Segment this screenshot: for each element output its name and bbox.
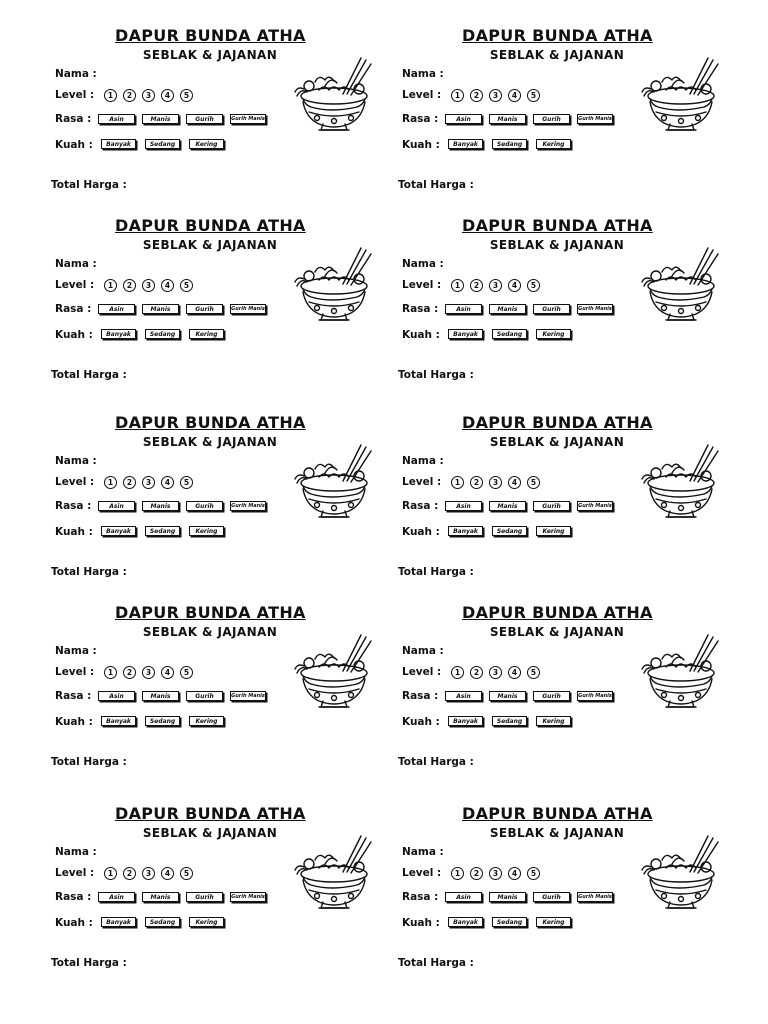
rasa-option[interactable]: Manis	[489, 304, 526, 314]
rasa-option[interactable]: Gurih Manis	[578, 693, 612, 699]
rasa-option[interactable]: Gurih	[533, 892, 570, 902]
kuah-option[interactable]: Kering	[189, 329, 224, 339]
rasa-options	[445, 501, 613, 511]
kuah-option[interactable]: Kering	[189, 917, 224, 927]
level-option[interactable]: 1	[451, 666, 464, 679]
kuah-option[interactable]: Banyak	[448, 917, 483, 927]
kuah-option[interactable]: Sedang	[145, 526, 180, 536]
nama-label: Nama :	[55, 68, 97, 80]
rasa-option[interactable]: Gurih	[186, 892, 223, 902]
total-harga-label: Total Harga :	[398, 566, 474, 578]
noodle-bowl-icon	[640, 246, 722, 328]
rasa-option[interactable]: Manis	[489, 691, 526, 701]
noodle-bowl-icon	[640, 56, 722, 138]
kuah-option[interactable]: Kering	[189, 526, 224, 536]
level-option[interactable]: 4	[161, 867, 174, 880]
kuah-label: Kuah :	[55, 329, 93, 341]
total-harga-label: Total Harga :	[398, 179, 474, 191]
level-option[interactable]: 1	[104, 89, 117, 102]
rasa-option[interactable]: Gurih Manis	[231, 116, 265, 122]
rasa-option[interactable]: Gurih Manis	[231, 894, 265, 900]
rasa-label: Rasa :	[402, 303, 439, 315]
rasa-option[interactable]: Gurih Manis	[578, 306, 612, 312]
level-label: Level :	[402, 89, 442, 101]
rasa-option[interactable]: Manis	[142, 304, 179, 314]
shop-subtitle: SEBLAK & JAJANAN	[142, 625, 278, 639]
level-label: Level :	[55, 867, 95, 879]
kuah-option[interactable]: Kering	[536, 329, 571, 339]
kuah-option[interactable]: Banyak	[101, 139, 136, 149]
level-option[interactable]: 1	[104, 476, 117, 489]
noodle-bowl-icon	[640, 443, 722, 525]
level-option[interactable]: 2	[123, 476, 136, 489]
rasa-label: Rasa :	[55, 500, 92, 512]
level-option[interactable]: 4	[161, 666, 174, 679]
noodle-bowl-icon	[293, 246, 375, 328]
rasa-label: Rasa :	[55, 113, 92, 125]
total-harga-label: Total Harga :	[51, 179, 127, 191]
kuah-options	[101, 716, 224, 726]
shop-subtitle: SEBLAK & JAJANAN	[142, 826, 278, 840]
level-option[interactable]: 3	[142, 666, 155, 679]
kuah-option[interactable]: Sedang	[492, 139, 527, 149]
order-card	[398, 804, 747, 984]
level-option[interactable]: 3	[489, 279, 502, 292]
rasa-option[interactable]: Gurih	[533, 501, 570, 511]
kuah-options	[101, 139, 224, 149]
level-option[interactable]: 2	[470, 867, 483, 880]
kuah-option[interactable]: Banyak	[101, 329, 136, 339]
rasa-option[interactable]: Manis	[142, 892, 179, 902]
rasa-option[interactable]: Gurih	[186, 114, 223, 124]
rasa-option[interactable]: Manis	[489, 114, 526, 124]
level-option[interactable]: 1	[451, 89, 464, 102]
kuah-option[interactable]: Banyak	[448, 139, 483, 149]
level-label: Level :	[55, 89, 95, 101]
rasa-option[interactable]: Asin	[445, 691, 482, 701]
noodle-bowl-icon	[640, 633, 722, 715]
order-card	[51, 413, 400, 593]
level-option[interactable]: 3	[489, 89, 502, 102]
kuah-option[interactable]: Sedang	[145, 139, 180, 149]
rasa-options	[445, 304, 613, 314]
order-card	[51, 804, 400, 984]
kuah-option[interactable]: Banyak	[101, 716, 136, 726]
rasa-label: Rasa :	[402, 113, 439, 125]
level-option[interactable]: 3	[489, 476, 502, 489]
kuah-label: Kuah :	[402, 329, 440, 341]
level-option[interactable]: 3	[142, 867, 155, 880]
level-options	[451, 476, 540, 489]
rasa-option[interactable]: Asin	[98, 691, 135, 701]
kuah-options	[448, 917, 571, 927]
nama-label: Nama :	[402, 645, 444, 657]
total-harga-label: Total Harga :	[398, 369, 474, 381]
kuah-option[interactable]: Kering	[536, 526, 571, 536]
level-option[interactable]: 4	[508, 279, 521, 292]
level-option[interactable]: 5	[180, 279, 193, 292]
shop-title: DAPUR BUNDA ATHA	[462, 413, 653, 432]
shop-title: DAPUR BUNDA ATHA	[462, 216, 653, 235]
level-options	[104, 279, 193, 292]
shop-title: DAPUR BUNDA ATHA	[115, 413, 306, 432]
rasa-option[interactable]: Gurih	[186, 501, 223, 511]
level-option[interactable]: 5	[527, 476, 540, 489]
rasa-options	[98, 691, 266, 701]
rasa-option[interactable]: Gurih Manis	[231, 693, 265, 699]
order-card	[398, 603, 747, 783]
noodle-bowl-icon	[293, 56, 375, 138]
level-options	[104, 867, 193, 880]
kuah-label: Kuah :	[55, 716, 93, 728]
shop-subtitle: SEBLAK & JAJANAN	[489, 625, 625, 639]
shop-subtitle: SEBLAK & JAJANAN	[142, 435, 278, 449]
noodle-bowl-icon	[293, 633, 375, 715]
level-option[interactable]: 3	[142, 476, 155, 489]
kuah-option[interactable]: Sedang	[492, 716, 527, 726]
level-option[interactable]: 3	[142, 89, 155, 102]
total-harga-label: Total Harga :	[398, 756, 474, 768]
rasa-label: Rasa :	[402, 891, 439, 903]
level-options	[104, 666, 193, 679]
level-option[interactable]: 2	[470, 666, 483, 679]
total-harga-label: Total Harga :	[51, 756, 127, 768]
kuah-options	[448, 526, 571, 536]
order-card	[398, 413, 747, 593]
level-option[interactable]: 4	[508, 867, 521, 880]
nama-label: Nama :	[55, 846, 97, 858]
level-option[interactable]: 5	[180, 666, 193, 679]
rasa-option[interactable]: Gurih Manis	[578, 503, 612, 509]
kuah-option[interactable]: Sedang	[145, 917, 180, 927]
level-options	[451, 89, 540, 102]
level-option[interactable]: 3	[142, 279, 155, 292]
level-options	[451, 279, 540, 292]
rasa-label: Rasa :	[55, 690, 92, 702]
kuah-options	[101, 917, 224, 927]
level-option[interactable]: 1	[451, 279, 464, 292]
nama-label: Nama :	[402, 846, 444, 858]
kuah-option[interactable]: Kering	[189, 716, 224, 726]
level-option[interactable]: 5	[527, 89, 540, 102]
kuah-option[interactable]: Sedang	[145, 329, 180, 339]
kuah-label: Kuah :	[402, 917, 440, 929]
rasa-options	[98, 114, 266, 124]
rasa-option[interactable]: Asin	[98, 304, 135, 314]
noodle-bowl-icon	[293, 834, 375, 916]
shop-title: DAPUR BUNDA ATHA	[462, 26, 653, 45]
rasa-options	[445, 114, 613, 124]
shop-title: DAPUR BUNDA ATHA	[462, 804, 653, 823]
level-option[interactable]: 2	[470, 279, 483, 292]
kuah-option[interactable]: Sedang	[145, 716, 180, 726]
level-option[interactable]: 5	[180, 89, 193, 102]
rasa-label: Rasa :	[55, 303, 92, 315]
level-option[interactable]: 2	[123, 666, 136, 679]
level-option[interactable]: 5	[527, 867, 540, 880]
kuah-option[interactable]: Kering	[536, 139, 571, 149]
level-option[interactable]: 4	[508, 89, 521, 102]
total-harga-label: Total Harga :	[51, 566, 127, 578]
rasa-option[interactable]: Gurih	[186, 304, 223, 314]
level-label: Level :	[402, 666, 442, 678]
shop-title: DAPUR BUNDA ATHA	[115, 804, 306, 823]
rasa-option[interactable]: Asin	[445, 114, 482, 124]
kuah-options	[448, 139, 571, 149]
rasa-option[interactable]: Asin	[98, 892, 135, 902]
total-harga-label: Total Harga :	[51, 957, 127, 969]
kuah-option[interactable]: Kering	[536, 716, 571, 726]
kuah-label: Kuah :	[55, 526, 93, 538]
rasa-option[interactable]: Asin	[445, 501, 482, 511]
rasa-option[interactable]: Asin	[98, 114, 135, 124]
kuah-option[interactable]: Kering	[189, 139, 224, 149]
nama-label: Nama :	[55, 455, 97, 467]
level-option[interactable]: 4	[161, 279, 174, 292]
order-card	[398, 26, 747, 206]
nama-label: Nama :	[402, 68, 444, 80]
rasa-option[interactable]: Asin	[98, 501, 135, 511]
level-label: Level :	[55, 279, 95, 291]
level-option[interactable]: 1	[104, 279, 117, 292]
rasa-option[interactable]: Gurih Manis	[578, 894, 612, 900]
rasa-option[interactable]: Gurih	[533, 304, 570, 314]
kuah-option[interactable]: Banyak	[101, 526, 136, 536]
rasa-options	[98, 501, 266, 511]
rasa-options	[98, 892, 266, 902]
level-option[interactable]: 4	[508, 666, 521, 679]
rasa-option[interactable]: Manis	[142, 501, 179, 511]
kuah-option[interactable]: Banyak	[448, 526, 483, 536]
shop-subtitle: SEBLAK & JAJANAN	[142, 238, 278, 252]
kuah-option[interactable]: Banyak	[448, 329, 483, 339]
nama-label: Nama :	[402, 258, 444, 270]
rasa-options	[445, 691, 613, 701]
level-label: Level :	[402, 476, 442, 488]
level-options	[104, 89, 193, 102]
level-option[interactable]: 1	[451, 867, 464, 880]
shop-subtitle: SEBLAK & JAJANAN	[489, 826, 625, 840]
level-label: Level :	[55, 666, 95, 678]
total-harga-label: Total Harga :	[398, 957, 474, 969]
kuah-option[interactable]: Sedang	[492, 526, 527, 536]
level-option[interactable]: 3	[489, 666, 502, 679]
level-option[interactable]: 2	[123, 279, 136, 292]
order-card	[51, 26, 400, 206]
level-option[interactable]: 4	[508, 476, 521, 489]
rasa-option[interactable]: Gurih Manis	[231, 503, 265, 509]
order-card	[51, 603, 400, 783]
rasa-option[interactable]: Manis	[142, 691, 179, 701]
rasa-option[interactable]: Gurih Manis	[578, 116, 612, 122]
shop-subtitle: SEBLAK & JAJANAN	[489, 238, 625, 252]
total-harga-label: Total Harga :	[51, 369, 127, 381]
level-label: Level :	[402, 867, 442, 879]
level-option[interactable]: 5	[180, 476, 193, 489]
level-option[interactable]: 2	[470, 89, 483, 102]
kuah-label: Kuah :	[55, 139, 93, 151]
rasa-label: Rasa :	[402, 690, 439, 702]
kuah-option[interactable]: Kering	[536, 917, 571, 927]
kuah-label: Kuah :	[402, 139, 440, 151]
rasa-option[interactable]: Manis	[489, 892, 526, 902]
rasa-option[interactable]: Gurih	[186, 691, 223, 701]
order-card	[51, 216, 400, 396]
kuah-options	[101, 329, 224, 339]
rasa-option[interactable]: Asin	[445, 304, 482, 314]
kuah-label: Kuah :	[402, 526, 440, 538]
kuah-options	[448, 329, 571, 339]
noodle-bowl-icon	[640, 834, 722, 916]
level-option[interactable]: 2	[123, 89, 136, 102]
rasa-option[interactable]: Manis	[142, 114, 179, 124]
level-label: Level :	[402, 279, 442, 291]
shop-subtitle: SEBLAK & JAJANAN	[489, 48, 625, 62]
shop-title: DAPUR BUNDA ATHA	[115, 26, 306, 45]
level-options	[451, 867, 540, 880]
nama-label: Nama :	[55, 645, 97, 657]
level-option[interactable]: 5	[527, 279, 540, 292]
level-option[interactable]: 2	[123, 867, 136, 880]
rasa-option[interactable]: Gurih	[533, 114, 570, 124]
level-option[interactable]: 4	[161, 89, 174, 102]
kuah-option[interactable]: Sedang	[492, 917, 527, 927]
level-label: Level :	[55, 476, 95, 488]
kuah-option[interactable]: Banyak	[101, 917, 136, 927]
rasa-option[interactable]: Asin	[445, 892, 482, 902]
kuah-option[interactable]: Sedang	[492, 329, 527, 339]
kuah-options	[448, 716, 571, 726]
level-option[interactable]: 2	[470, 476, 483, 489]
level-option[interactable]: 5	[527, 666, 540, 679]
rasa-options	[98, 304, 266, 314]
kuah-label: Kuah :	[55, 917, 93, 929]
level-option[interactable]: 5	[180, 867, 193, 880]
kuah-option[interactable]: Banyak	[448, 716, 483, 726]
shop-title: DAPUR BUNDA ATHA	[462, 603, 653, 622]
rasa-option[interactable]: Manis	[489, 501, 526, 511]
rasa-label: Rasa :	[55, 891, 92, 903]
rasa-options	[445, 892, 613, 902]
level-option[interactable]: 4	[161, 476, 174, 489]
nama-label: Nama :	[55, 258, 97, 270]
level-option[interactable]: 1	[104, 666, 117, 679]
level-options	[104, 476, 193, 489]
noodle-bowl-icon	[293, 443, 375, 525]
order-card	[398, 216, 747, 396]
nama-label: Nama :	[402, 455, 444, 467]
level-option[interactable]: 1	[104, 867, 117, 880]
level-option[interactable]: 1	[451, 476, 464, 489]
shop-subtitle: SEBLAK & JAJANAN	[142, 48, 278, 62]
level-options	[451, 666, 540, 679]
shop-title: DAPUR BUNDA ATHA	[115, 216, 306, 235]
rasa-option[interactable]: Gurih	[533, 691, 570, 701]
shop-title: DAPUR BUNDA ATHA	[115, 603, 306, 622]
level-option[interactable]: 3	[489, 867, 502, 880]
rasa-option[interactable]: Gurih Manis	[231, 306, 265, 312]
rasa-label: Rasa :	[402, 500, 439, 512]
kuah-options	[101, 526, 224, 536]
shop-subtitle: SEBLAK & JAJANAN	[489, 435, 625, 449]
kuah-label: Kuah :	[402, 716, 440, 728]
